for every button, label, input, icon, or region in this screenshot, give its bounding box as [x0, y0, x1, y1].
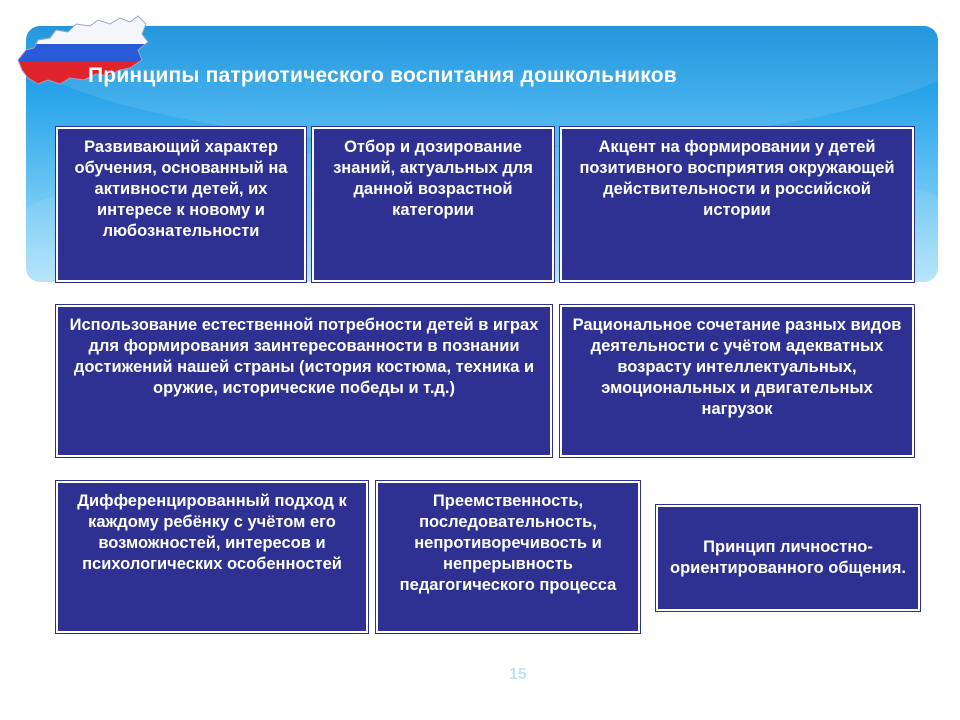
principle-box-play-need: Использование естественной потребности детей в играх для формирования заинтересованности в познании достижений нашей страны (история костюма, техника и оружие, исторические победы и т.д.): [56, 305, 552, 457]
principle-box-rational-combination: Рациональное сочетание разных видов деятельности с учётом адекватных возрасту интеллектуальных, эмоциональных и двигательных нагрузок: [560, 305, 914, 457]
page-number: 15: [509, 666, 527, 683]
principle-box-knowledge-selection: Отбор и дозирование знаний, актуальных для данной возрастной категории: [312, 127, 554, 282]
principle-box-continuity: Преемственность, последовательность, непротиворечивость и непрерывность педагогического процесса: [376, 481, 640, 633]
principle-box-personal-communication: Принцип личностно-ориентированного общения.: [656, 505, 920, 611]
principle-box-developmental: Развивающий характер обучения, основанный на активности детей, их интересе к новому и любознательности: [56, 127, 306, 282]
principle-box-differentiated-approach: Дифференцированный подход к каждому ребёнку с учётом его возможностей, интересов и психологических особенностей: [56, 481, 368, 633]
principle-box-positive-perception: Акцент на формировании у детей позитивного восприятия окружающей действительности и российской истории: [560, 127, 914, 282]
slide-title: Принципы патриотического воспитания дошкольников: [88, 64, 677, 87]
